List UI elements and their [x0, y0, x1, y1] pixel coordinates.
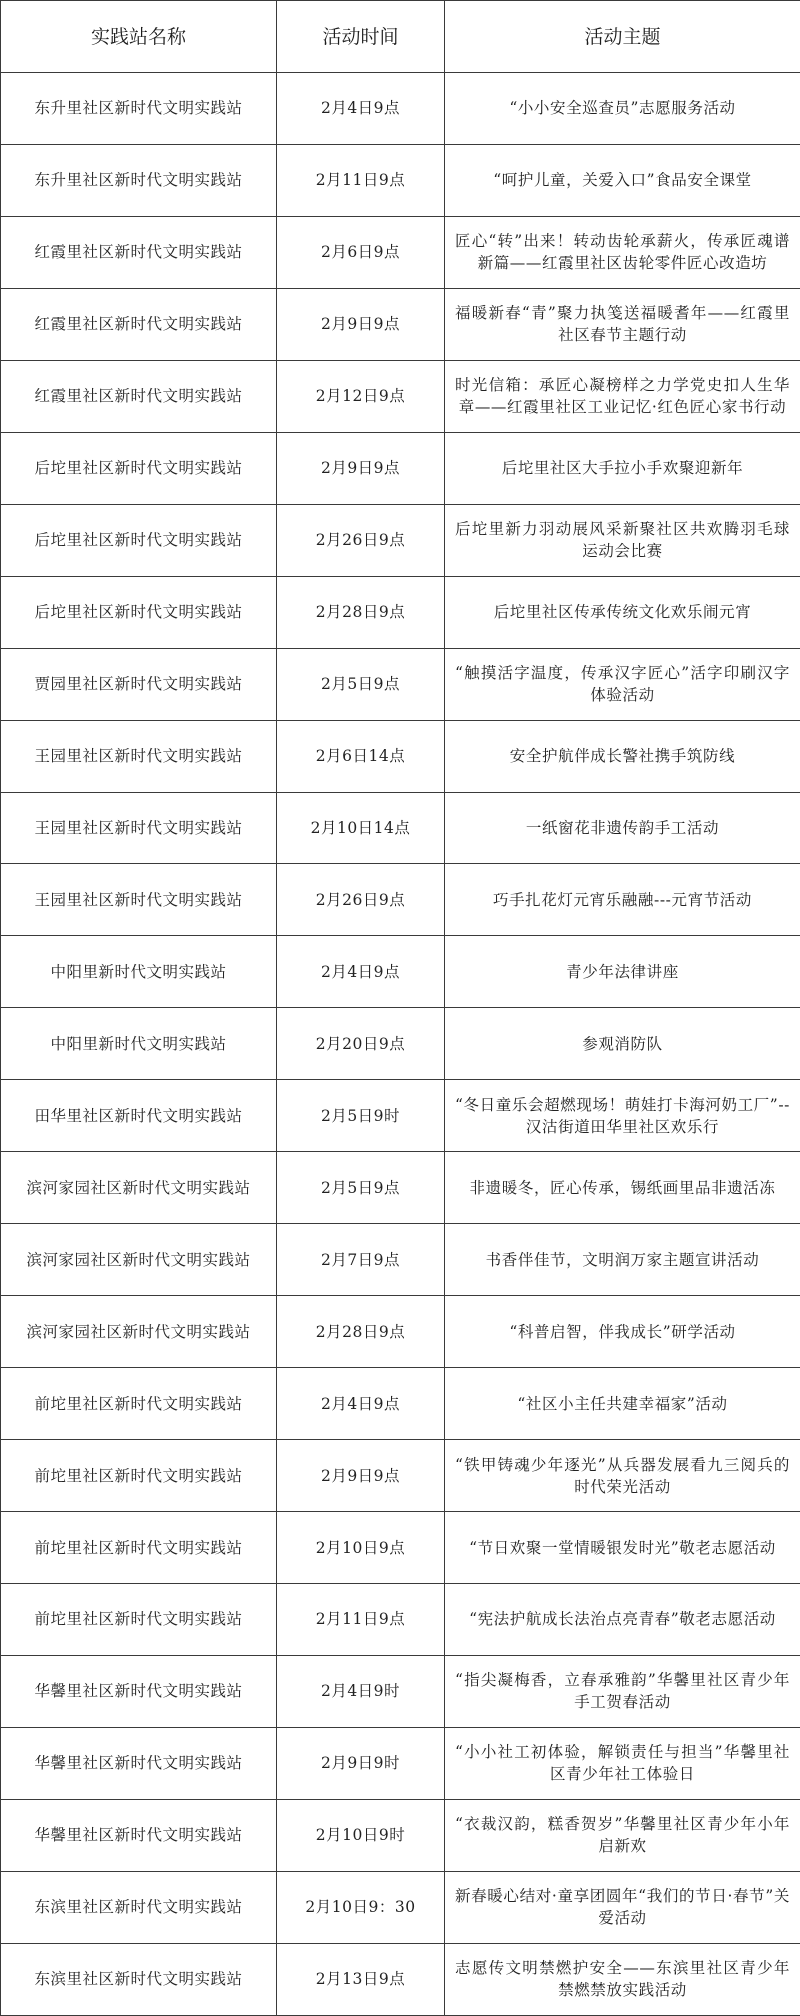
table-row: [1, 936, 800, 1008]
activity-theme-cell: “科普启智，伴我成长”研学活动: [445, 1296, 800, 1368]
activity-time-cell: 2月10日9：30: [277, 1871, 445, 1943]
station-name-cell: 中阳里新时代文明实践站: [1, 1008, 277, 1080]
station-name-cell: 贾园里社区新时代文明实践站: [1, 648, 277, 720]
table-row: [1, 576, 800, 648]
activity-theme-cell: 匠心“转”出来！转动齿轮承薪火，传承匠魂谱新篇——红霞里社区齿轮零件匠心改造坊: [445, 216, 800, 288]
station-name-cell: 红霞里社区新时代文明实践站: [1, 216, 277, 288]
activity-theme-cell: 青少年法律讲座: [445, 936, 800, 1008]
station-name-cell: 滨河家园社区新时代文明实践站: [1, 1224, 277, 1296]
activity-time-cell: 2月5日9时: [277, 1080, 445, 1152]
activity-time-cell: 2月6日9点: [277, 216, 445, 288]
activity-theme-cell: 安全护航伴成长警社携手筑防线: [445, 720, 800, 792]
station-name-cell: 后坨里社区新时代文明实践站: [1, 504, 277, 576]
station-name-cell: 滨河家园社区新时代文明实践站: [1, 1296, 277, 1368]
activity-theme-cell: 新春暖心结对·童享团圆年“我们的节日·春节”关爱活动: [445, 1871, 800, 1943]
station-name-cell: 前坨里社区新时代文明实践站: [1, 1584, 277, 1656]
station-name-cell: 滨河家园社区新时代文明实践站: [1, 1152, 277, 1224]
activity-theme-cell: 后坨里社区传承传统文化欢乐闹元宵: [445, 576, 800, 648]
table-row: [1, 216, 800, 288]
table-row: [1, 648, 800, 720]
activity-time-cell: 2月4日9点: [277, 73, 445, 145]
station-name-cell: 王园里社区新时代文明实践站: [1, 792, 277, 864]
activity-theme-cell: 后坨里社区大手拉小手欢聚迎新年: [445, 432, 800, 504]
activity-time-cell: 2月13日9点: [277, 1943, 445, 2015]
station-name-cell: 中阳里新时代文明实践站: [1, 936, 277, 1008]
station-name-cell: 华馨里社区新时代文明实践站: [1, 1655, 277, 1727]
activity-time-cell: 2月10日9时: [277, 1799, 445, 1871]
table-row: [1, 73, 800, 145]
table-header: [1, 1, 800, 73]
station-name-cell: 红霞里社区新时代文明实践站: [1, 288, 277, 360]
station-name-cell: 东滨里社区新时代文明实践站: [1, 1871, 277, 1943]
activity-theme-cell: “节日欢聚一堂情暖银发时光”敬老志愿活动: [445, 1512, 800, 1584]
activity-time-cell: 2月4日9时: [277, 1655, 445, 1727]
table-row: [1, 1584, 800, 1656]
activity-time-cell: 2月26日9点: [277, 864, 445, 936]
activity-theme-cell: 时光信箱：承匠心凝榜样之力学党史扣人生华章——红霞里社区工业记忆·红色匠心家书行动: [445, 360, 800, 432]
table-row: [1, 360, 800, 432]
activity-time-cell: 2月9日9时: [277, 1727, 445, 1799]
activity-time-cell: 2月10日9点: [277, 1512, 445, 1584]
activity-time-cell: 2月11日9点: [277, 1584, 445, 1656]
table-row: [1, 1152, 800, 1224]
activity-time-cell: 2月5日9点: [277, 1152, 445, 1224]
activity-theme-cell: “衣裁汉韵，糕香贺岁”华馨里社区青少年小年启新欢: [445, 1799, 800, 1871]
station-name-cell: 华馨里社区新时代文明实践站: [1, 1799, 277, 1871]
table-row: [1, 288, 800, 360]
station-name-cell: 后坨里社区新时代文明实践站: [1, 432, 277, 504]
activity-time-cell: 2月28日9点: [277, 1296, 445, 1368]
table-row: [1, 1368, 800, 1440]
activity-time-cell: 2月9日9点: [277, 1440, 445, 1512]
station-name-cell: 东滨里社区新时代文明实践站: [1, 1943, 277, 2015]
activity-theme-cell: 参观消防队: [445, 1008, 800, 1080]
table-row: [1, 1440, 800, 1512]
activity-theme-cell: 巧手扎花灯元宵乐融融---元宵节活动: [445, 864, 800, 936]
table-row: [1, 1727, 800, 1799]
header-station-name: 实践站名称: [1, 1, 277, 73]
activity-theme-cell: “小小社工初体验，解锁责任与担当”华馨里社区青少年社工体验日: [445, 1727, 800, 1799]
station-name-cell: 王园里社区新时代文明实践站: [1, 720, 277, 792]
station-name-cell: 后坨里社区新时代文明实践站: [1, 576, 277, 648]
activity-time-cell: 2月4日9点: [277, 1368, 445, 1440]
station-name-cell: 东升里社区新时代文明实践站: [1, 144, 277, 216]
activity-time-cell: 2月28日9点: [277, 576, 445, 648]
station-name-cell: 华馨里社区新时代文明实践站: [1, 1727, 277, 1799]
station-name-cell: 红霞里社区新时代文明实践站: [1, 360, 277, 432]
activity-time-cell: 2月20日9点: [277, 1008, 445, 1080]
activity-theme-cell: 后坨里新力羽动展风采新聚社区共欢腾羽毛球运动会比赛: [445, 504, 800, 576]
header-activity-time: 活动时间: [277, 1, 445, 73]
table-row: [1, 1512, 800, 1584]
activity-theme-cell: “呵护儿童，关爱入口”食品安全课堂: [445, 144, 800, 216]
activity-time-cell: 2月12日9点: [277, 360, 445, 432]
station-name-cell: 王园里社区新时代文明实践站: [1, 864, 277, 936]
header-row: [1, 1, 800, 73]
station-name-cell: 前坨里社区新时代文明实践站: [1, 1512, 277, 1584]
activity-time-cell: 2月7日9点: [277, 1224, 445, 1296]
activity-time-cell: 2月9日9点: [277, 288, 445, 360]
activity-time-cell: 2月6日14点: [277, 720, 445, 792]
table-row: [1, 1799, 800, 1871]
activity-theme-cell: “社区小主任共建幸福家”活动: [445, 1368, 800, 1440]
table-body: [1, 73, 800, 2016]
table-row: [1, 1224, 800, 1296]
table-row: [1, 1655, 800, 1727]
header-activity-theme: 活动主题: [445, 1, 800, 73]
activity-theme-cell: 书香伴佳节，文明润万家主题宣讲活动: [445, 1224, 800, 1296]
table-row: [1, 1296, 800, 1368]
activity-time-cell: 2月10日14点: [277, 792, 445, 864]
table-row: [1, 1008, 800, 1080]
activity-theme-cell: “触摸活字温度，传承汉字匠心”活字印刷汉字体验活动: [445, 648, 800, 720]
table-row: [1, 792, 800, 864]
activity-theme-cell: “指尖凝梅香，立春承雅韵”华馨里社区青少年手工贺春活动: [445, 1655, 800, 1727]
station-name-cell: 前坨里社区新时代文明实践站: [1, 1440, 277, 1512]
activity-theme-cell: 志愿传文明禁燃护安全——东滨里社区青少年禁燃禁放实践活动: [445, 1943, 800, 2015]
activity-theme-cell: 非遗暖冬，匠心传承，锡纸画里品非遗活冻: [445, 1152, 800, 1224]
activity-theme-cell: “冬日童乐会超燃现场！萌娃打卡海河奶工厂”--汉沽街道田华里社区欢乐行: [445, 1080, 800, 1152]
table-row: [1, 864, 800, 936]
activity-time-cell: 2月9日9点: [277, 432, 445, 504]
table-row: [1, 144, 800, 216]
activity-theme-cell: “小小安全巡查员”志愿服务活动: [445, 73, 800, 145]
table-row: [1, 432, 800, 504]
activity-time-cell: 2月26日9点: [277, 504, 445, 576]
activity-time-cell: 2月4日9点: [277, 936, 445, 1008]
table-row: [1, 1943, 800, 2015]
activity-theme-cell: “宪法护航成长法治点亮青春”敬老志愿活动: [445, 1584, 800, 1656]
table-row: [1, 1080, 800, 1152]
station-name-cell: 前坨里社区新时代文明实践站: [1, 1368, 277, 1440]
station-name-cell: 东升里社区新时代文明实践站: [1, 73, 277, 145]
table-row: [1, 720, 800, 792]
activity-time-cell: 2月5日9点: [277, 648, 445, 720]
activity-time-cell: 2月11日9点: [277, 144, 445, 216]
table-row: [1, 504, 800, 576]
activity-theme-cell: “铁甲铸魂少年逐光”从兵器发展看九三阅兵的时代荣光活动: [445, 1440, 800, 1512]
activity-theme-cell: 一纸窗花非遗传韵手工活动: [445, 792, 800, 864]
activity-theme-cell: 福暖新春“青”聚力执笺送福暖耆年——红霞里社区春节主题行动: [445, 288, 800, 360]
station-name-cell: 田华里社区新时代文明实践站: [1, 1080, 277, 1152]
table-row: [1, 1871, 800, 1943]
